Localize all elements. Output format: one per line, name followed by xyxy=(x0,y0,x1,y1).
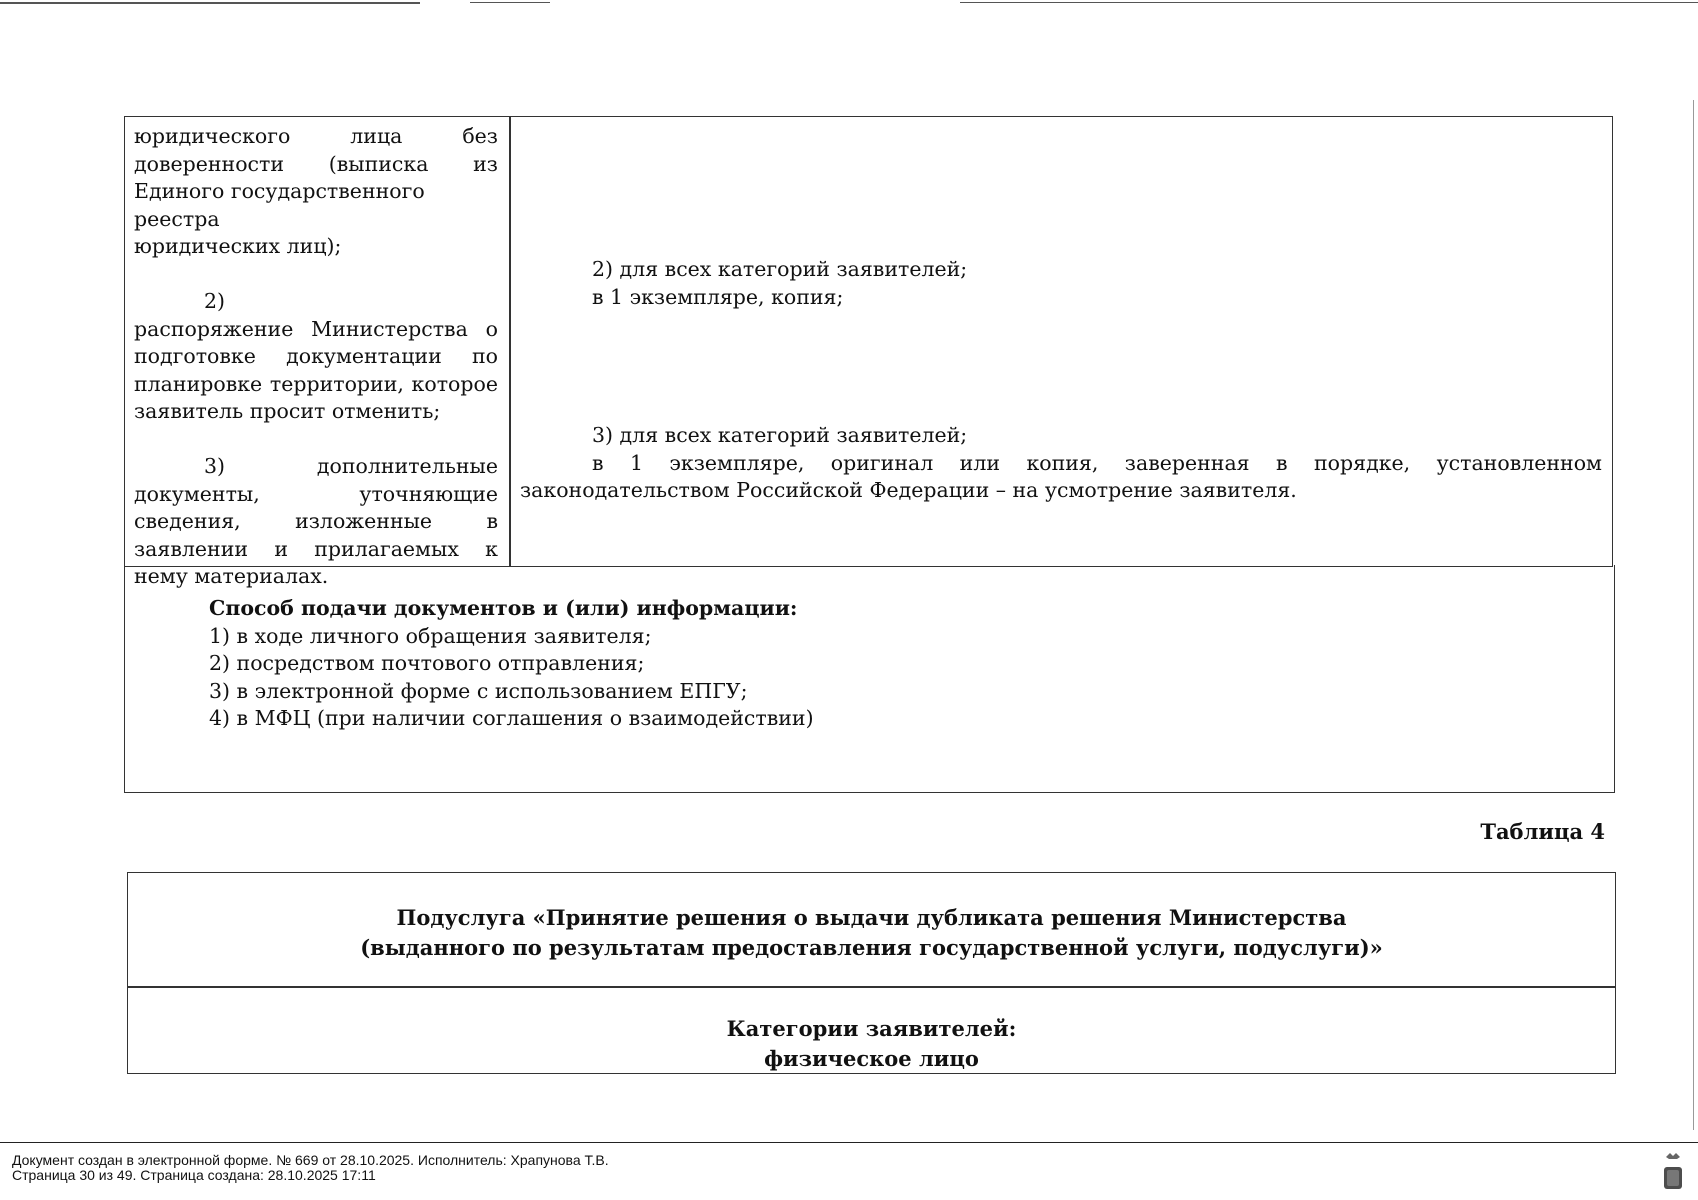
table4-title-line1: Подуслуга «Принятие решения о выдачи дубликата решения Министерства xyxy=(396,905,1347,930)
table4-row-divider xyxy=(128,986,1615,988)
item3-text: 3) дополнительные документы, уточняющие сведения, изложенные в заявлении и прилагаемых к нему материалах. xyxy=(134,453,498,589)
categories-value: физическое лицо xyxy=(764,1046,979,1071)
scan-line-top-mid xyxy=(470,2,550,3)
right-column xyxy=(520,123,1602,505)
submission-item: 4) в МФЦ (при наличии соглашения о взаимодействии) xyxy=(209,706,814,731)
table4 xyxy=(127,872,1616,1074)
submission-item: 3) в электронной форме с использованием ЕПГУ; xyxy=(209,678,748,703)
table4-categories xyxy=(128,1014,1615,1074)
footer-line2: Страница 30 из 49. Страница создана: 28.10.2025 17:11 xyxy=(12,1167,376,1183)
item1-line1: юридического лица без xyxy=(134,124,498,148)
document-footer xyxy=(0,1142,1698,1200)
scan-line-top-right xyxy=(960,2,1698,3)
right-item3-line1: 3) для всех категорий заявителей; xyxy=(592,423,968,448)
submission-item: 1) в ходе личного обращения заявителя; xyxy=(209,623,652,648)
scan-line-top-left xyxy=(0,2,420,4)
submission-item: 2) посредством почтового отправления; xyxy=(209,651,645,676)
upper-table-top xyxy=(124,116,1613,589)
table-caption: Таблица 4 xyxy=(1480,819,1605,844)
item1-line3: Единого государственного реестра xyxy=(134,179,425,231)
submission-cell xyxy=(124,565,1615,793)
left-column xyxy=(134,123,498,591)
right-item2-line2: в 1 экземпляре, копия; xyxy=(592,284,844,309)
footer-text xyxy=(12,1153,609,1183)
item1-line2: доверенности (выписка из xyxy=(134,151,498,176)
submission-content xyxy=(209,595,814,733)
right-item3-line2: в 1 экземпляре, оригинал или копия, заверенная в порядке, установленном законодательством Российской Федерации – на усмотрение заявителя. xyxy=(520,450,1602,503)
table4-title xyxy=(128,903,1615,963)
item2-text: 2) распоряжение Министерства о подготовке документации по планировке территории, которое заявитель просит отменить; xyxy=(134,288,498,424)
footer-line1: Документ создан в электронной форме. № 669 от 28.10.2025. Исполнитель: Храпунова Т.В. xyxy=(12,1152,609,1168)
right-item2-line1: 2) для всех категорий заявителей; xyxy=(592,257,968,281)
column-divider xyxy=(509,117,511,566)
table4-title-line2: (выданного по результатам предоставления государственной услуги, подуслуги)» xyxy=(360,935,1383,960)
item1-line4: юридических лиц); xyxy=(134,234,342,259)
coat-of-arms-icon xyxy=(1662,1151,1684,1191)
submission-heading: Способ подачи документов и (или) информации: xyxy=(209,596,798,620)
scan-line-right-edge xyxy=(1693,100,1694,1130)
categories-label: Категории заявителей: xyxy=(726,1016,1017,1041)
